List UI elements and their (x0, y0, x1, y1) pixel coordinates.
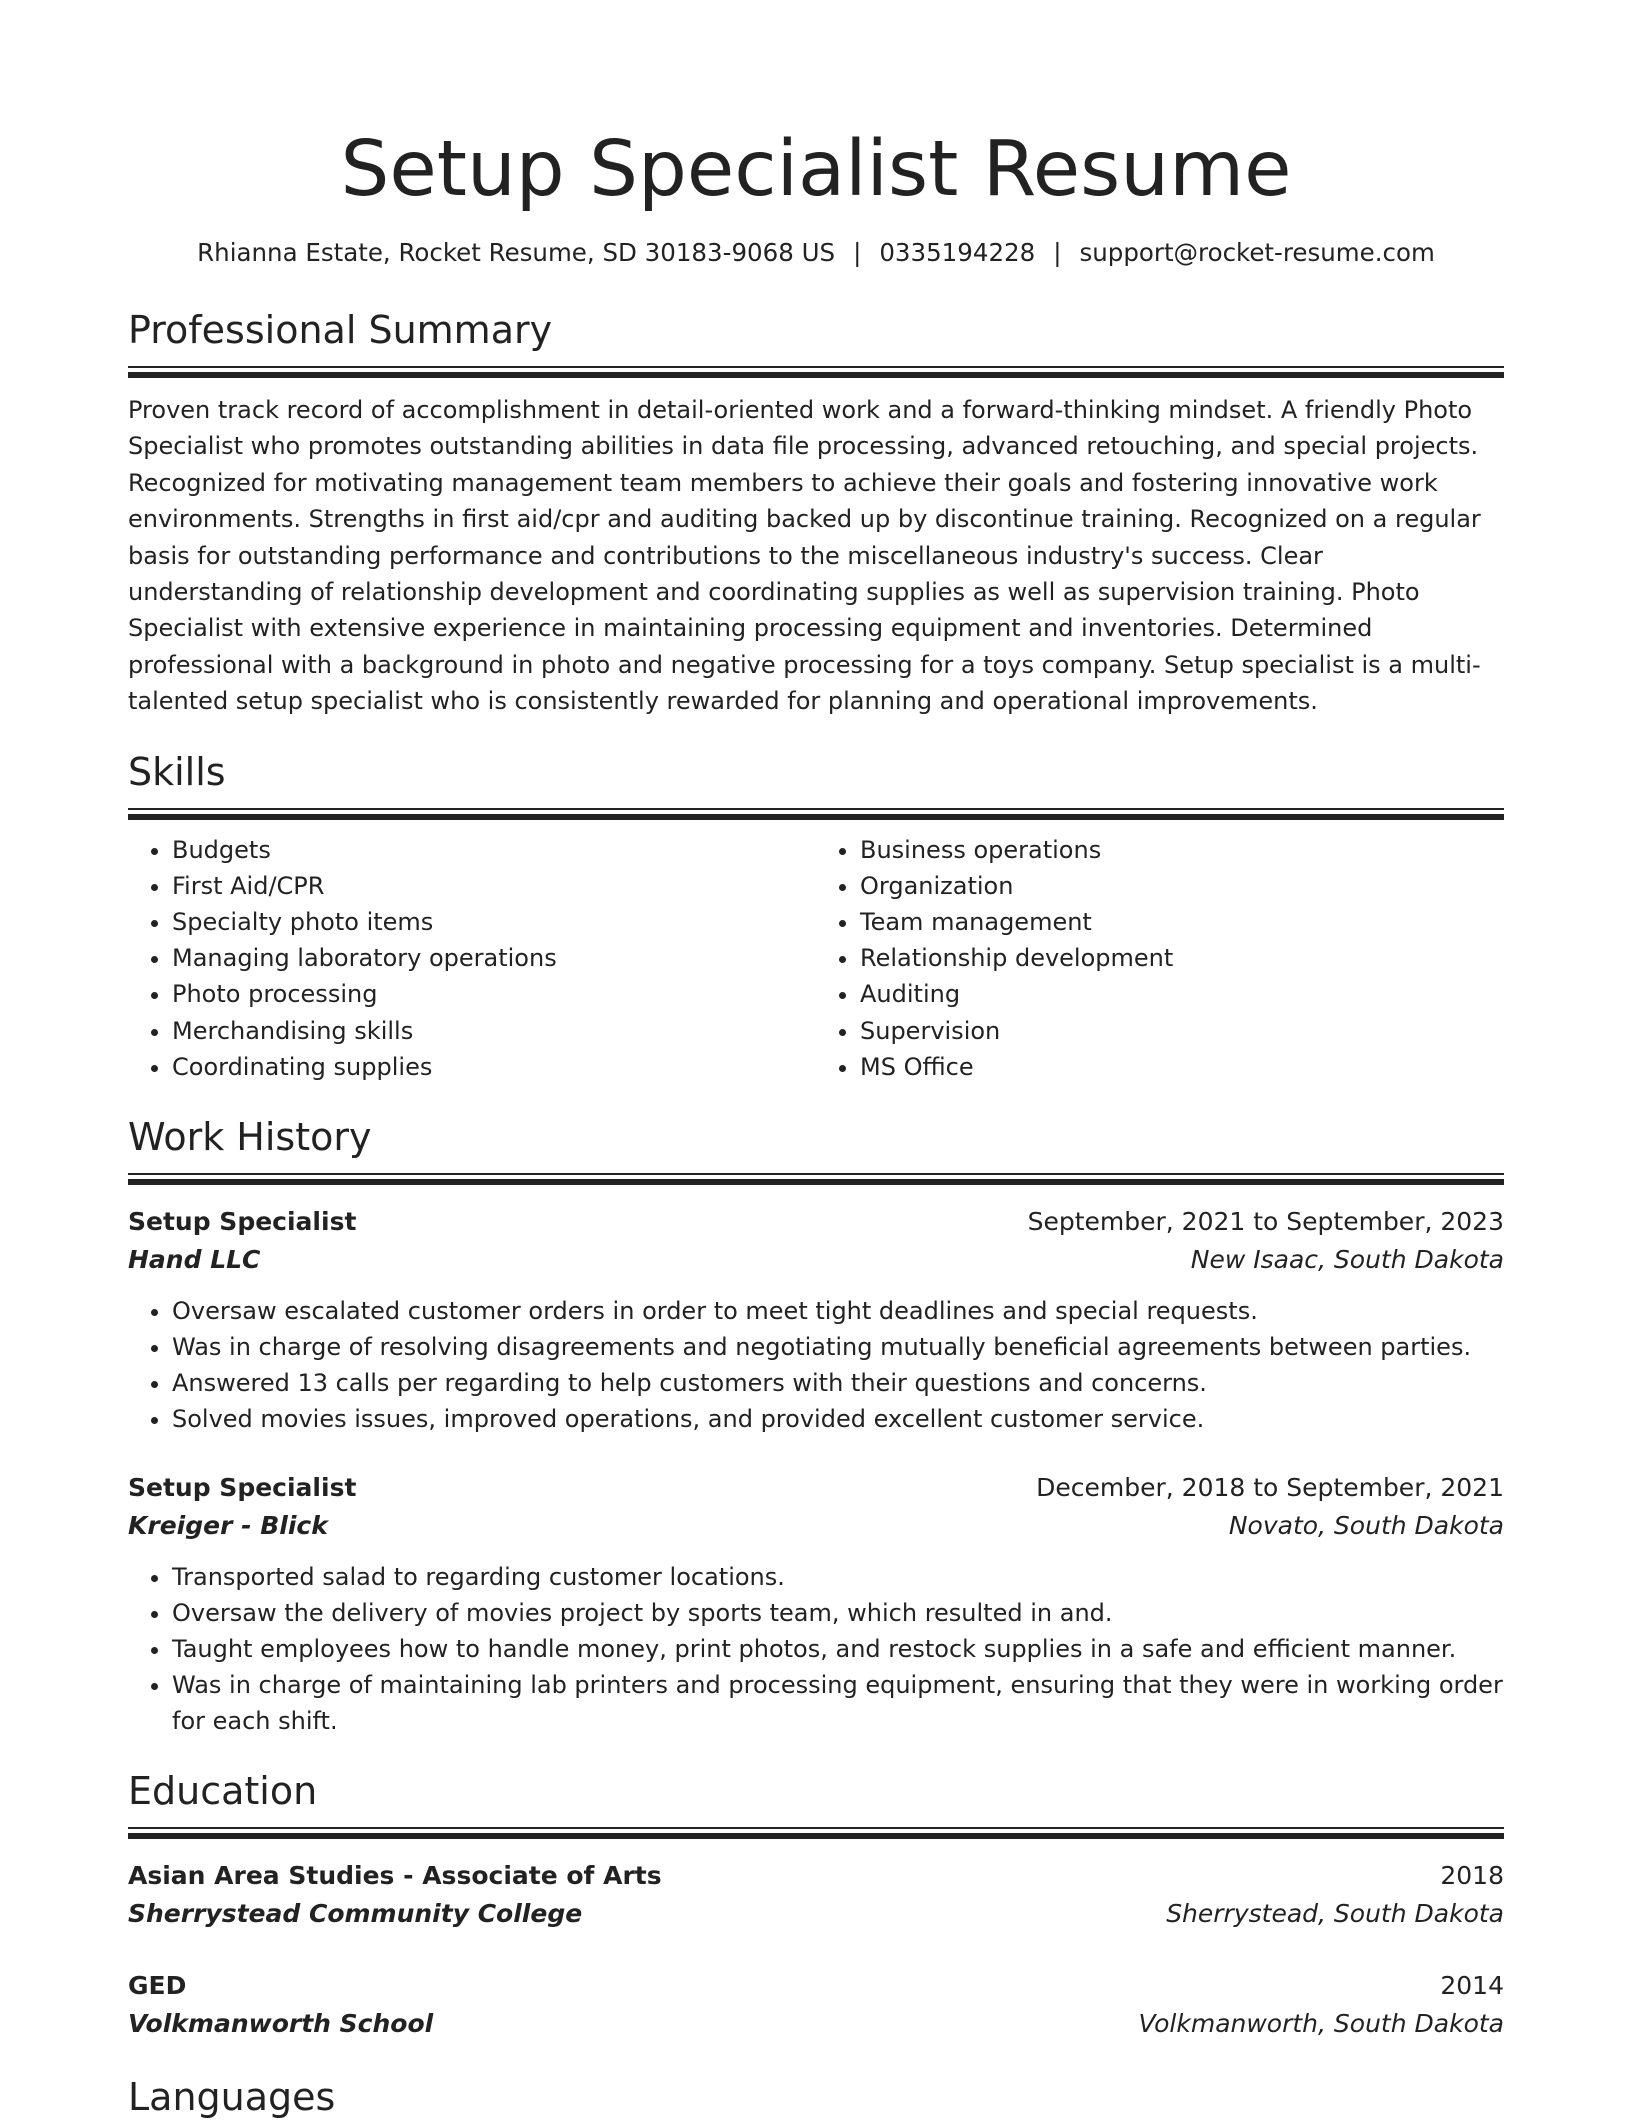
education-header (128, 1967, 1504, 2005)
job-dates: December, 2018 to September, 2021 (1036, 1473, 1504, 1503)
resume-title: Setup Specialist Resume (340, 125, 1292, 214)
skill-item: • Team management (860, 904, 1504, 940)
education-degree: Asian Area Studies - Associate of Arts (128, 1861, 662, 1891)
languages-section (128, 2073, 1504, 2121)
contact-address: Rhianna Estate, Rocket Resume, SD 30183-9068 US (197, 238, 836, 267)
education-section (128, 1767, 1504, 2043)
education-year: 2014 (1440, 1971, 1504, 2001)
job-entry (128, 1469, 1504, 1739)
job-bullet: • Was in charge of resolving disagreements and negotiating mutually beneficial agreements between parties. (172, 1329, 1504, 1365)
job-header (128, 1203, 1504, 1241)
education-location: Volkmanworth, South Dakota (1138, 2009, 1504, 2039)
summary-heading: Professional Summary (128, 308, 553, 352)
skills-list-left (128, 832, 816, 1085)
education-subheader (128, 2005, 1504, 2043)
skill-item: • Merchandising skills (172, 1013, 816, 1049)
job-subheader (128, 1241, 1504, 1279)
summary-text: Proven track record of accomplishment in detail-oriented work and a forward-thinking mindset. A friendly Photo Specialist who promotes outstanding abilities in data file processing, advanced retouching, and special projects. Recognized for motivating management team members to achieve their goals and fostering innovative work environments. Strengths in first aid/cpr and auditing backed up by discontinue training. Recognized on a regular basis for outstanding performance and contributions to the miscellaneous industry's success. Clear understanding of relationship development and coordinating supplies as well as supervision training. Photo Specialist with extensive experience in maintaining processing equipment and inventories. Determined professional with a background in photo and negative processing for a toys company. Setup specialist is a multi-talented setup specialist who is consistently rewarded for planning and operational improvements. (128, 396, 1481, 716)
job-bullet: • Oversaw escalated customer orders in order to meet tight deadlines and special requests. (172, 1293, 1504, 1329)
work-heading: Work History (128, 1115, 372, 1160)
contact-email: support@rocket-resume.com (1079, 238, 1435, 267)
section-divider (128, 366, 1504, 378)
job-company: Kreiger - Blick (128, 1511, 328, 1541)
contact-phone: 0335194228 (879, 238, 1036, 267)
education-degree: GED (128, 1971, 187, 2001)
job-bullets (128, 1559, 1504, 1739)
skill-item: • First Aid/CPR (172, 868, 816, 904)
job-bullet: • Oversaw the delivery of movies project by sports team, which resulted in and. (172, 1595, 1504, 1631)
skill-item: • Coordinating supplies (172, 1049, 816, 1085)
job-location: Novato, South Dakota (1228, 1511, 1504, 1541)
skills-section (128, 748, 1504, 1085)
education-entry (128, 1857, 1504, 1933)
skill-item: • Auditing (860, 976, 1504, 1012)
job-title: Setup Specialist (128, 1473, 357, 1503)
skills-columns (128, 832, 1504, 1085)
job-title: Setup Specialist (128, 1207, 357, 1237)
education-entry (128, 1967, 1504, 2043)
skill-item: • Photo processing (172, 976, 816, 1012)
education-subheader (128, 1895, 1504, 1933)
summary-section (128, 306, 1504, 720)
work-section (128, 1113, 1504, 1739)
job-dates: September, 2021 to September, 2023 (1027, 1207, 1504, 1237)
section-divider (128, 808, 1504, 820)
skill-item: • MS Office (860, 1049, 1504, 1085)
skill-item: • Organization (860, 868, 1504, 904)
skill-item: • Relationship development (860, 940, 1504, 976)
skill-item: • Business operations (860, 832, 1504, 868)
skill-item: • Supervision (860, 1013, 1504, 1049)
skill-item: • Specialty photo items (172, 904, 816, 940)
skill-item: • Budgets (172, 832, 816, 868)
job-subheader (128, 1507, 1504, 1545)
skill-item: • Managing laboratory operations (172, 940, 816, 976)
job-bullet: • Taught employees how to handle money, print photos, and restock supplies in a safe and efficient manner. (172, 1631, 1504, 1667)
job-bullet: • Answered 13 calls per regarding to help customers with their questions and concerns. (172, 1365, 1504, 1401)
job-entry (128, 1203, 1504, 1437)
education-location: Sherrystead, South Dakota (1166, 1899, 1504, 1929)
education-school: Volkmanworth School (128, 2009, 434, 2039)
contact-line (128, 236, 1504, 270)
job-location: New Isaac, South Dakota (1190, 1245, 1504, 1275)
skills-heading: Skills (128, 749, 226, 794)
languages-heading: Languages (128, 2075, 336, 2120)
education-heading: Education (128, 1769, 318, 1814)
job-company: Hand LLC (128, 1245, 261, 1275)
job-bullets (128, 1293, 1504, 1437)
job-bullet: • Transported salad to regarding customer locations. (172, 1559, 1504, 1595)
contact-separator: | (1053, 238, 1062, 267)
section-divider (128, 1827, 1504, 1839)
skills-list-right (816, 832, 1504, 1085)
education-header (128, 1857, 1504, 1895)
resume-page (128, 0, 1504, 2121)
job-header (128, 1469, 1504, 1507)
education-year: 2018 (1440, 1861, 1504, 1891)
job-bullet: • Solved movies issues, improved operations, and provided excellent customer service. (172, 1401, 1504, 1437)
contact-separator: | (853, 238, 862, 267)
job-bullet: • Was in charge of maintaining lab printers and processing equipment, ensuring that they were in working order for each shift. (172, 1667, 1504, 1739)
section-divider (128, 1173, 1504, 1185)
education-school: Sherrystead Community College (128, 1899, 583, 1929)
